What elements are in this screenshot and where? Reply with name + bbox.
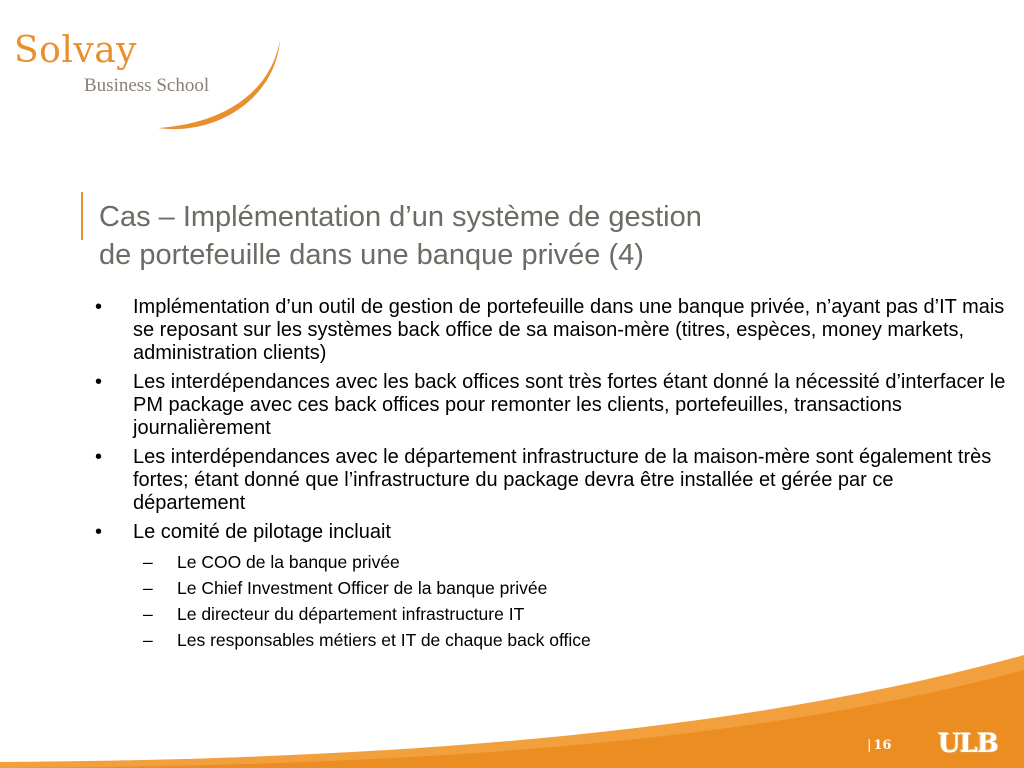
sub-bullet-text: Les responsables métiers et IT de chaque back office bbox=[177, 630, 591, 650]
sub-bullet-mark: – bbox=[143, 630, 153, 650]
sub-bullet-mark: – bbox=[143, 578, 153, 598]
bullet-text: Les interdépendances avec les back offices sont très fortes étant donné la nécessité d’interfacer le PM package avec ces back offices pour remonter les clients, portefeuilles, transactions journalièrement bbox=[133, 371, 1006, 439]
page-number-value: 16 bbox=[873, 738, 892, 753]
bullet-mark: • bbox=[95, 446, 103, 468]
title-line-2: de portefeuille dans une banque privée (4) bbox=[99, 239, 644, 271]
bullet-text: Les interdépendances avec le département infrastructure de la maison-mère sont également très fortes; étant donné que l’infrastructure du package devra être installée et gérée par ce département bbox=[133, 446, 992, 514]
bullet-text: Le comité de pilotage incluait bbox=[133, 521, 391, 543]
bullet-mark: • bbox=[95, 296, 103, 318]
bullet-mark: • bbox=[95, 371, 103, 393]
title-line-1: Cas – Implémentation d’un système de gestion bbox=[99, 201, 702, 233]
sub-bullet-mark: – bbox=[143, 604, 153, 624]
page-number-separator: | bbox=[867, 738, 872, 753]
page-number bbox=[867, 738, 891, 753]
sub-bullet-text: Le directeur du département infrastructure IT bbox=[177, 604, 525, 624]
sub-bullet-text: Le COO de la banque privée bbox=[177, 552, 400, 572]
logo-wordmark: Solvay bbox=[14, 30, 137, 71]
ulb-logo: ULB bbox=[938, 729, 998, 759]
sub-bullet-mark: – bbox=[143, 552, 153, 572]
sub-bullet-text: Le Chief Investment Officer de la banque privée bbox=[177, 578, 548, 598]
bullet-mark: • bbox=[95, 521, 103, 543]
bullet-text: Implémentation d’un outil de gestion de portefeuille dans une banque privée, n’ayant pas d’IT mais se reposant sur les systèmes back office de sa maison-mère (titres, espèces, money markets, administration clients) bbox=[133, 296, 1005, 364]
logo-subtitle: Business School bbox=[84, 75, 210, 96]
